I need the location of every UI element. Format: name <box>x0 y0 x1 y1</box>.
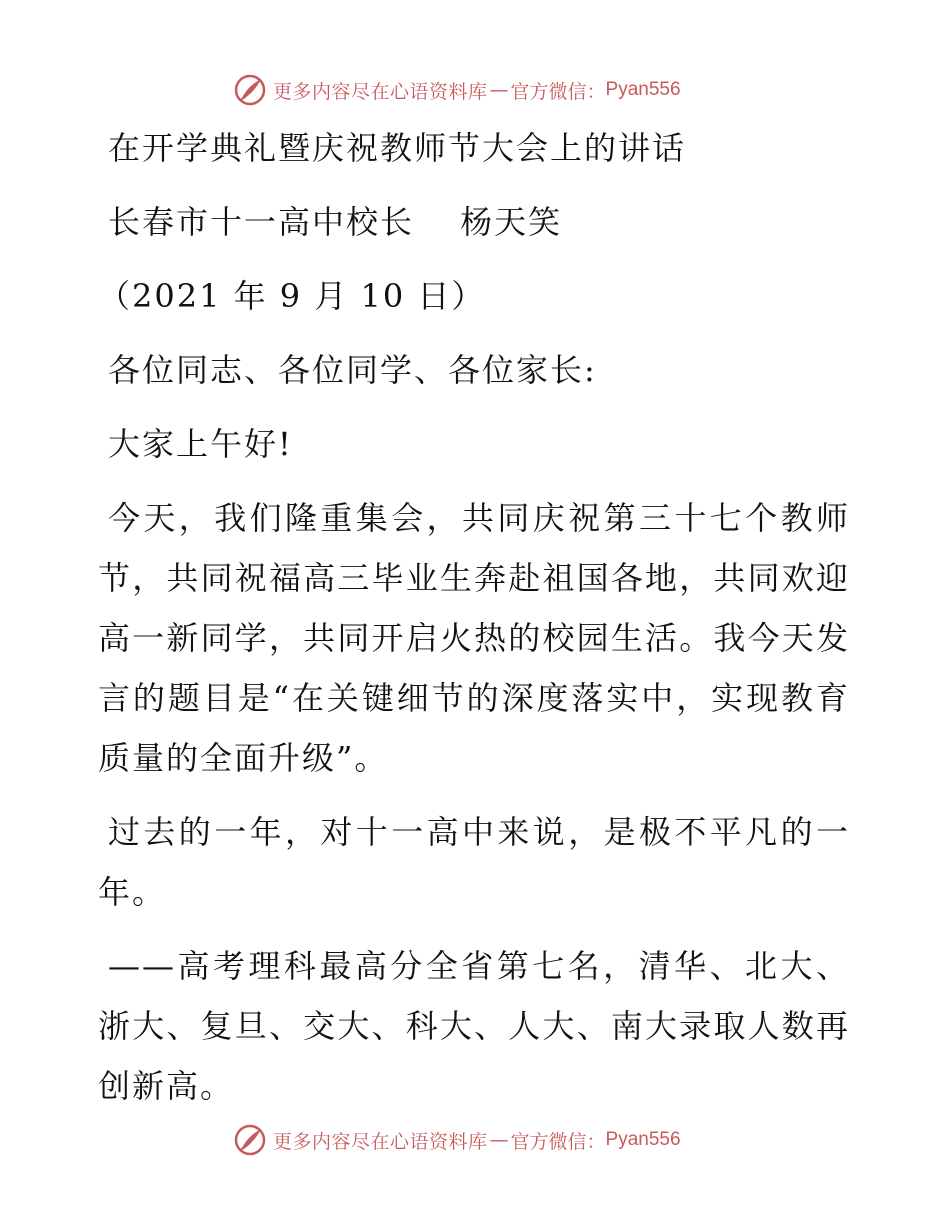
quill-logo-icon <box>233 1123 267 1157</box>
footer-watermark <box>233 1122 681 1158</box>
document-body <box>98 118 858 1116</box>
date-line: （2021 年 9 月 10 日） <box>98 277 486 315</box>
paragraph-1: 今天，我们隆重集会，共同庆祝第三十七个教师节，共同祝福高三毕业生奔赴祖国各地，共同欢迎高一新同学，共同开启火热的校园生活。我今天发言的题目是“在关键细节的深度落实中，实现教育质量的全面升级”。 <box>98 499 850 777</box>
watermark-label: 官方微信： <box>510 80 606 103</box>
header-watermark <box>233 72 681 108</box>
paragraph-3: ——高考理科最高分全省第七名，清华、北大、浙大、复旦、交大、科大、人大、南大录取人数再创新高。 <box>98 947 850 1105</box>
quill-logo-icon <box>233 73 267 107</box>
paragraph-2: 过去的一年，对十一高中来说，是极不平凡的一年。 <box>98 813 850 911</box>
speaker-line: 长春市十一高中校长 杨天笑 <box>108 203 563 241</box>
greeting: 大家上午好! <box>108 425 293 463</box>
watermark-id: Pyan556 <box>605 1129 681 1150</box>
watermark-label: 官方微信： <box>510 1130 606 1153</box>
salutation: 各位同志、各位同学、各位家长: <box>108 351 597 389</box>
watermark-text: 更多内容尽在心语资料库 <box>273 80 488 103</box>
watermark-id: Pyan556 <box>605 79 681 100</box>
watermark-separator: — <box>489 1129 509 1151</box>
watermark-text: 更多内容尽在心语资料库 <box>273 1130 488 1153</box>
watermark-separator: — <box>489 79 509 101</box>
document-title: 在开学典礼暨庆祝教师节大会上的讲话 <box>108 129 687 167</box>
